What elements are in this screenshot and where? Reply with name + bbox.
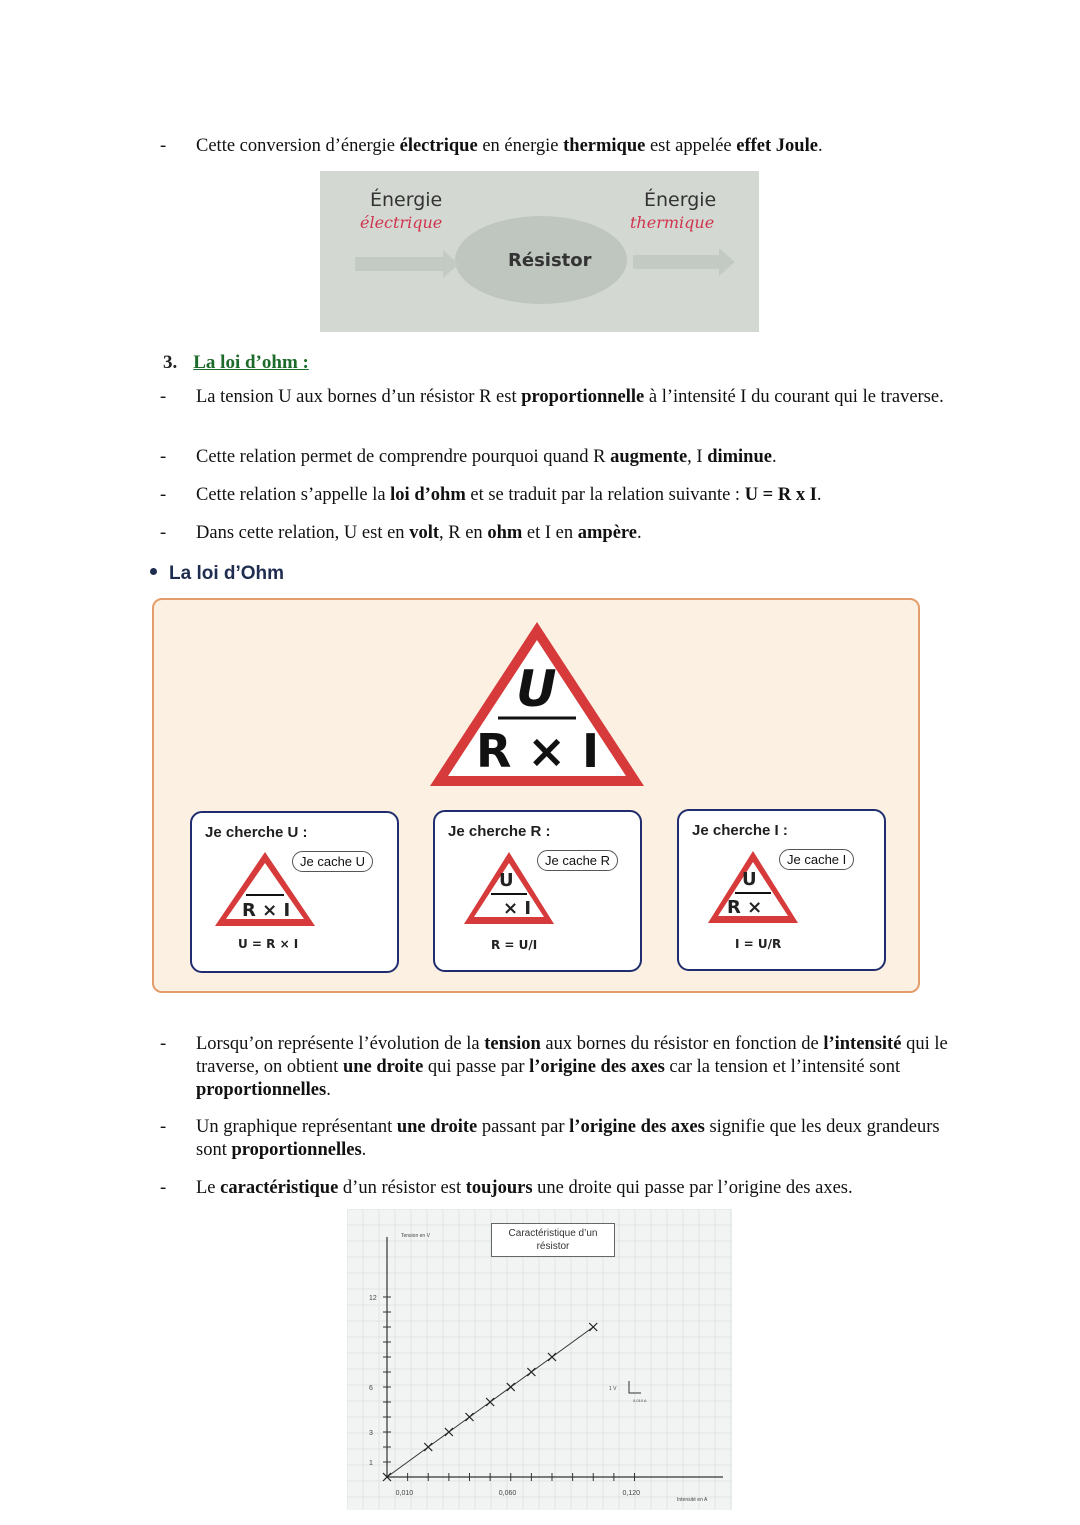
energy-conversion-diagram <box>320 171 759 332</box>
x-tick-label: 0,010 <box>395 1490 414 1497</box>
resistor-characteristic-chart <box>347 1209 732 1510</box>
data-point <box>486 1398 494 1406</box>
card-find-u <box>190 811 399 973</box>
ohm-subheading: La loi d’Ohm <box>150 563 284 585</box>
y-tick-label: 3 <box>369 1430 373 1437</box>
bullet-3: - Cette relation s’appelle la loi d’ohm et se traduit par la relation suivante : U = R x I. <box>160 485 822 505</box>
chart-marks <box>383 1323 597 1481</box>
resistor-label: Résistor <box>508 250 592 271</box>
small-triangle-bottom: R × <box>727 897 763 918</box>
small-triangle-bottom: R × I <box>242 900 291 921</box>
y-tick-label: 12 <box>369 1295 377 1302</box>
bullet-2: - Cette relation permet de comprendre pourquoi quand R augmente, I diminue. <box>160 447 777 467</box>
hint-bubble: Je cache R <box>537 850 618 871</box>
card-formula: I = U/R <box>735 937 782 951</box>
ohm-triangle-top: U <box>516 660 557 718</box>
hint-bubble: Je cache I <box>779 849 854 870</box>
bullet-6: - Un graphique représentant une droite passant par l’origine des axes signifie que les deux grandeurs sont proportionnelles. <box>160 1117 940 1160</box>
scale-note-a: 0,010 A <box>633 1398 647 1403</box>
card-find-r <box>433 810 642 972</box>
energy-right-label: Énergie <box>644 189 717 211</box>
y-tick-label: 1 <box>369 1460 373 1467</box>
bullet-5: - Lorsqu’on représente l’évolution de la tension aux bornes du résistor en fonction de l’intensité qui le traverse, on obtient une droite qui passe par l’origine des axes car la tension et l’intensité sont proportionnelles. <box>160 1034 948 1100</box>
energy-left-label: Énergie <box>370 189 443 211</box>
data-point <box>507 1383 515 1391</box>
bullet-1: - La tension U aux bornes d’un résistor R est proportionnelle à l’intensité I du courant qui le traverse. <box>160 387 944 407</box>
small-triangle-bottom: × I <box>503 898 532 919</box>
card-title: Je cherche I : <box>692 822 788 839</box>
energy-right-handwritten: thermique <box>630 213 715 232</box>
data-point <box>445 1428 453 1436</box>
x-tick-label: 0,120 <box>622 1490 641 1497</box>
chart-axes <box>383 1237 723 1481</box>
hint-bubble: Je cache U <box>292 851 373 872</box>
bullet-dot <box>150 568 157 575</box>
card-title: Je cherche U : <box>205 824 308 841</box>
card-formula: U = R × I <box>238 937 299 951</box>
y-axis-label: Tension en V <box>401 1233 430 1239</box>
card-formula: R = U/I <box>491 938 538 952</box>
ohm-triangle-bottom: R × I <box>476 724 600 778</box>
card-title: Je cherche R : <box>448 823 551 840</box>
arrow-out <box>633 255 721 269</box>
bullet-7: - Le caractéristique d’un résistor est toujours une droite qui passe par l’origine des axes. <box>160 1178 853 1198</box>
y-tick-label: 6 <box>369 1385 373 1392</box>
chart-title: Caractéristique d’un résistor <box>491 1223 615 1257</box>
small-triangle-top: U <box>499 870 514 891</box>
x-tick-label: 0,060 <box>498 1490 517 1497</box>
data-point <box>424 1443 432 1451</box>
x-axis-label: Intensité en A <box>677 1497 708 1503</box>
data-point <box>589 1323 597 1331</box>
energy-left-handwritten: électrique <box>360 213 443 232</box>
bullet-4: - Dans cette relation, U est en volt, R en ohm et I en ampère. <box>160 523 642 543</box>
card-find-i <box>677 809 886 971</box>
intro-bullet: - Cette conversion d’énergie électrique en énergie thermique est appelée effet Joule. <box>160 136 823 156</box>
arrow-in <box>355 257 445 271</box>
small-triangle-top: U <box>742 869 757 890</box>
scale-note-v: 1 V <box>609 1386 617 1392</box>
section-title: 3. La loi d’ohm : <box>163 352 309 373</box>
